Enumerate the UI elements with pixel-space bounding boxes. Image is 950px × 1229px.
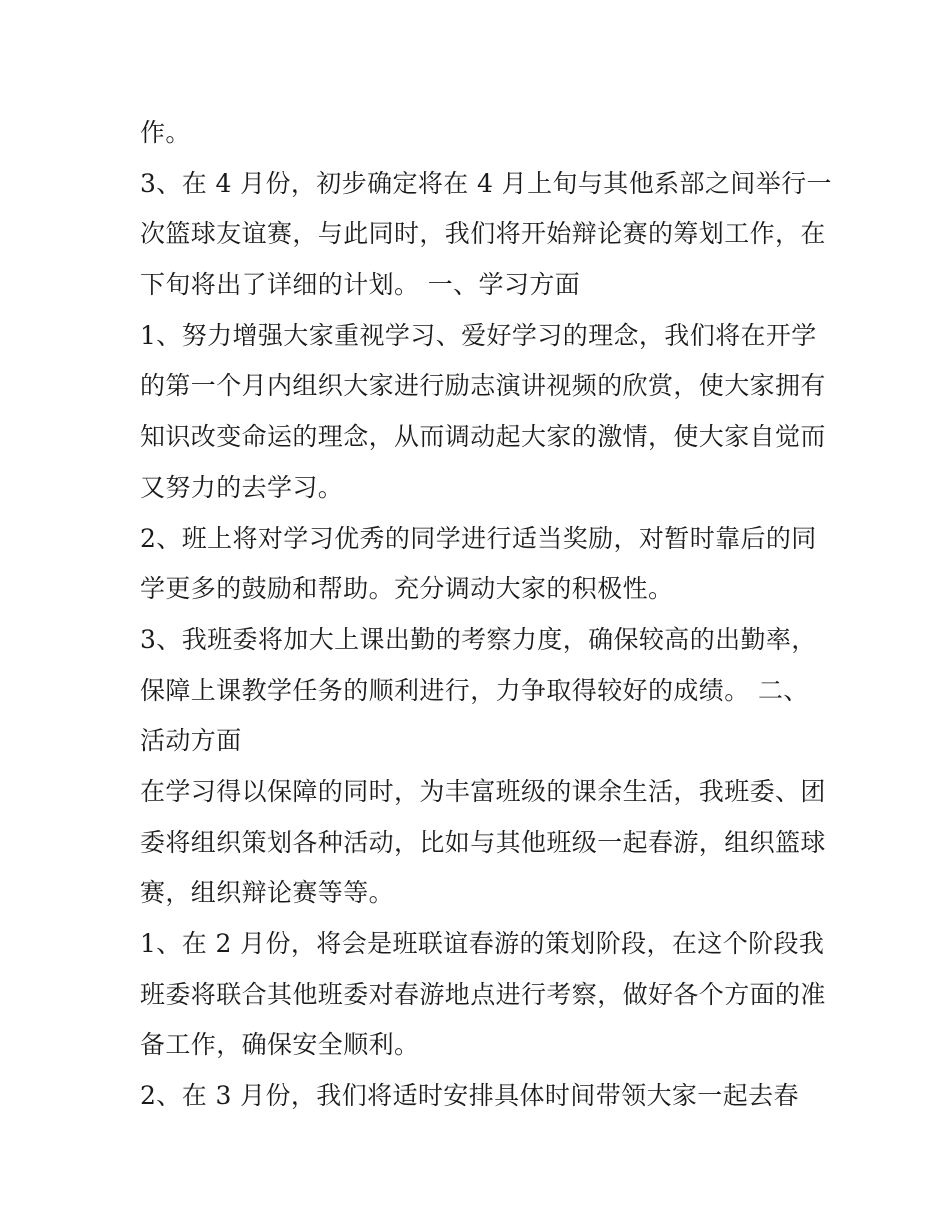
document-body: [140, 108, 832, 1122]
text-line: 次篮球友谊赛，与此同时，我们将开始辩论赛的筹划工作，在: [140, 219, 826, 249]
text-line: 学更多的鼓励和帮助。充分调动大家的积极性。: [140, 574, 674, 604]
text-line: 3、在 4 月份，初步确定将在 4 月上旬与其他系部之间举行一: [140, 168, 832, 198]
text-line: 活动方面: [140, 726, 242, 756]
text-line: 在学习得以保障的同时，为丰富班级的课余生活，我班委、团: [140, 776, 826, 806]
text-line: 的第一个月内组织大家进行励志演讲视频的欣赏，使大家拥有: [140, 371, 826, 401]
text-line: 1、努力增强大家重视学习、爱好学习的理念，我们将在开学: [140, 320, 817, 350]
text-line: 又努力的去学习。: [140, 472, 344, 502]
text-line: 备工作，确保安全顺利。: [140, 1030, 420, 1060]
text-line: 下旬将出了详细的计划。 一、学习方面: [140, 270, 581, 300]
text-line: 2、班上将对学习优秀的同学进行适当奖励，对暂时靠后的同: [140, 523, 817, 553]
text-line: 委将组织策划各种活动，比如与其他班级一起春游，组织篮球: [140, 827, 826, 857]
text-line: 保障上课教学任务的顺利进行，力争取得较好的成绩。 二、: [140, 675, 809, 705]
text-line: 赛，组织辩论赛等等。: [140, 878, 395, 908]
text-line: 作。: [140, 118, 191, 147]
text-line: 2、在 3 月份，我们将适时安排具体时间带领大家一起去春: [140, 1081, 799, 1111]
text-line: 知识改变命运的理念，从而调动起大家的激情，使大家自觉而: [140, 422, 826, 452]
text-line: 1、在 2 月份，将会是班联谊春游的策划阶段，在这个阶段我: [140, 929, 825, 958]
text-line: 班委将联合其他班委对春游地点进行考察，做好各个方面的准: [140, 979, 826, 1009]
text-line: 3、我班委将加大上课出勤的考察力度，确保较高的出勤率，: [140, 624, 817, 654]
